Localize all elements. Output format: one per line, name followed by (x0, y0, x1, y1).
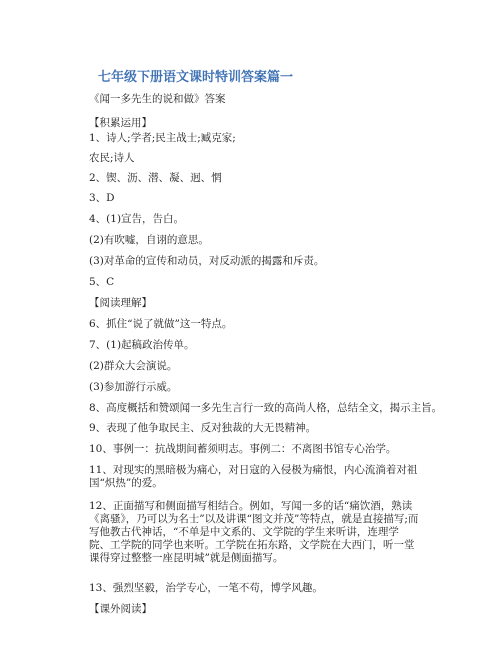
text-line: 农民;诗人 (89, 152, 135, 164)
section-heading: 【课外阅读】 (89, 603, 152, 615)
text-line: 10、事例一：抗战期间蓄须明志。事例二：不离图书馆专心治学。 (89, 443, 397, 455)
text-line: (2)有吹嘘，自诩的意思。 (89, 234, 209, 246)
text-line: 9、表现了他争取民主、反对独裁的大无畏精神。 (89, 422, 317, 434)
text-line: 《闻一多先生的说和做》答案 (89, 93, 226, 105)
text-line: 8、高度概括和赞颂闻一多先生言行一致的高尚人格，总结全文，揭示主旨。 (89, 402, 443, 414)
text-line: 4、(1)宣告，告白。 (89, 213, 185, 225)
text-line: 2、锲、沥、潜、凝、迥、惘 (89, 172, 222, 184)
text-line: (3)对革命的宣传和动员，对反动派的揭露和斥责。 (89, 255, 325, 267)
text-line: 5、C (89, 276, 115, 288)
text-line: (2)群众大会演说。 (89, 360, 178, 372)
paragraph-11: 11、对现实的黑暗极为痛心，对日寇的入侵极为痛恨，内心流淌着对祖国“炽热”的爱。 (89, 464, 418, 489)
section-heading: 【积累运用】 (89, 117, 152, 129)
text-line: (3)参加游行示威。 (89, 381, 178, 393)
text-line: 13、强烈坚毅，治学专心，一笔不苟，博学风趣。 (89, 582, 323, 594)
paragraph-12: 12、正面描写和侧面描写相结合。例如，写闻一多的话“痛饮酒，熟读《离骚》，乃可以为名士”以及讲课“图文并茂”等特点，就是直接描写;而写他教古代神话，“不单是中文系的、文学院的学生来听讲，连理学院、工学院的同学也来听。工学院在拓东路，文学院在大西门，听一堂课得穿过整整一座昆明城”就是侧面描写。 (89, 500, 419, 564)
text-line: 6、抓住“说了就做”这一特点。 (89, 318, 233, 330)
document-title: 七年级下册语文课时特训答案篇一 (98, 70, 294, 85)
text-line: 1、诗人;学者;民主战士;臧克家; (89, 132, 236, 144)
section-heading: 【阅读理解】 (89, 297, 152, 309)
text-line: 3、D (89, 192, 115, 204)
text-line: 7、(1)起稿政治传单。 (89, 339, 195, 351)
